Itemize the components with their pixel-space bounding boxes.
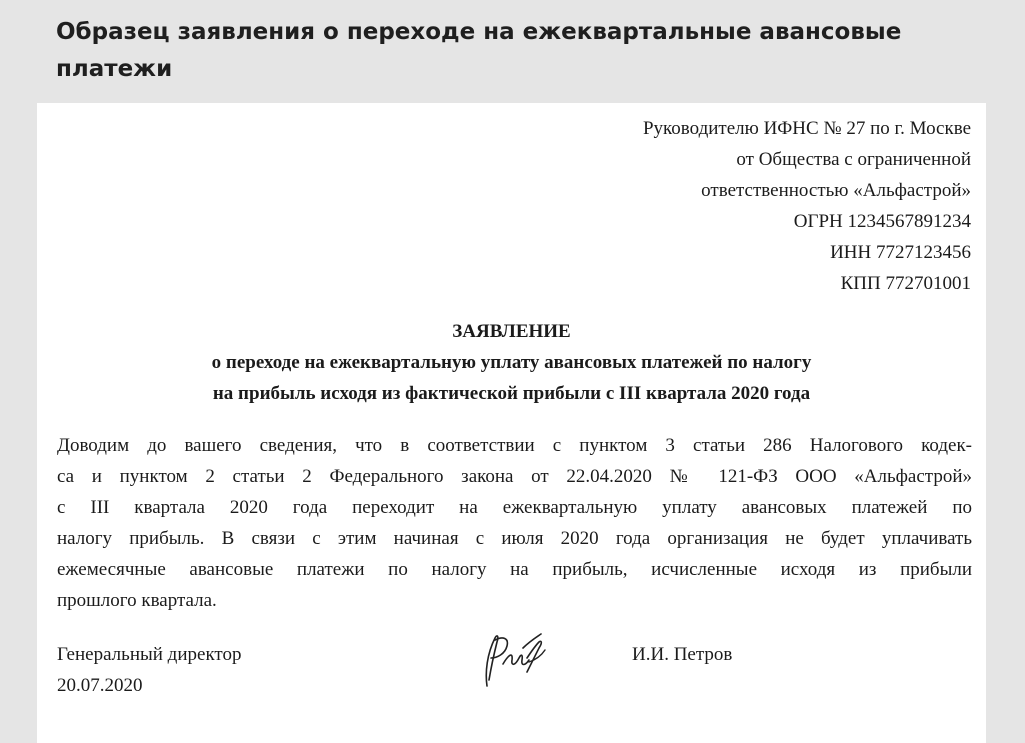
addressee-line: ИНН 7727123456 bbox=[830, 242, 971, 263]
body-line: са и пунктом 2 статьи 2 Федерального закона от 22.04.2020 № 121-ФЗ ООО «Альфастрой» bbox=[57, 466, 972, 487]
document-sheet bbox=[37, 103, 986, 743]
page-heading bbox=[56, 14, 956, 88]
addressee-line: от Общества с ограниченной bbox=[736, 149, 971, 170]
body-line: прошлого квартала. bbox=[57, 590, 217, 611]
addressee-block bbox=[643, 113, 971, 299]
body-line: с III квартала 2020 года переходит на ежеквартальную уплату авансовых платежей по bbox=[57, 497, 972, 518]
addressee-line: Руководителю ИФНС № 27 по г. Москве bbox=[642, 118, 971, 139]
signer-block bbox=[57, 639, 241, 701]
addressee-line: ОГРН 1234567891234 bbox=[793, 211, 971, 232]
signing-date: 20.07.2020 bbox=[57, 675, 143, 696]
handwritten-signature bbox=[465, 624, 555, 699]
body-line: налогу прибыль. В связи с этим начиная с июля 2020 года организация не будет уплачивать bbox=[57, 528, 972, 549]
document-title-sub-1: о переходе на ежеквартальную уплату авансовых платежей по налогу bbox=[211, 352, 812, 373]
document-title bbox=[37, 316, 986, 409]
page-heading-line-2: платежи bbox=[56, 56, 173, 82]
document-title-sub-2: на прибыль исходя из фактической прибыли с III квартала 2020 года bbox=[212, 383, 811, 404]
document-title-main: ЗАЯВЛЕНИЕ bbox=[452, 321, 571, 342]
addressee-line: ответственностью «Альфастрой» bbox=[701, 180, 971, 201]
signer-position: Генеральный директор bbox=[57, 644, 242, 665]
body-line: Доводим до вашего сведения, что в соответствии с пунктом 3 статьи 286 Налогового кодек- bbox=[57, 435, 972, 456]
addressee-line: КПП 772701001 bbox=[840, 273, 971, 294]
page-heading-line-1: Образец заявления о переходе на ежеквартальные авансовые bbox=[56, 19, 902, 45]
document-body bbox=[57, 430, 972, 616]
body-line: ежемесячные авансовые платежи по налогу на прибыль, исчисленные исходя из прибыли bbox=[57, 559, 972, 580]
signer-name: И.И. Петров bbox=[632, 644, 733, 665]
